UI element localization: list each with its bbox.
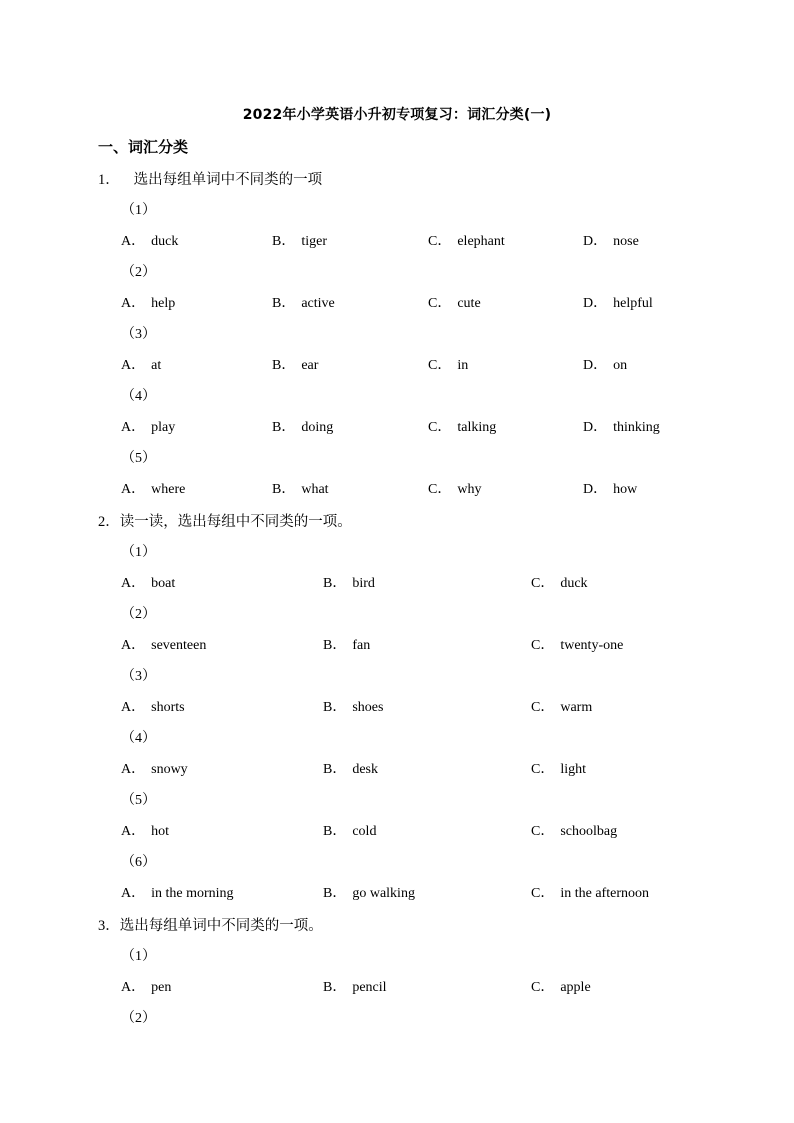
- option-text: tiger: [301, 234, 327, 249]
- option-letter: C．: [428, 234, 452, 249]
- question-text: 读一读，选出每组中不同类的一项。: [119, 514, 352, 530]
- answer-option: [428, 478, 481, 498]
- option-text: shoes: [352, 700, 384, 715]
- answer-option: [583, 354, 627, 374]
- option-letter: A．: [121, 700, 146, 715]
- answer-option: [121, 634, 206, 654]
- option-text: why: [457, 482, 482, 497]
- option-text: schoolbag: [560, 824, 618, 839]
- option-text: in: [457, 358, 469, 373]
- answer-option: [323, 572, 375, 592]
- question-text: 选出每组单词中不同类的一项。: [119, 918, 323, 934]
- option-text: in the afternoon: [560, 886, 649, 901]
- sub-question-label: （5）: [121, 793, 156, 808]
- answer-option: [323, 882, 415, 902]
- question-stem: [98, 168, 322, 189]
- option-text: apple: [560, 980, 591, 995]
- option-letter: B．: [323, 824, 347, 839]
- sub-question-label: （4）: [121, 731, 156, 746]
- option-text: play: [151, 420, 176, 435]
- option-text: talking: [457, 420, 497, 435]
- option-text: duck: [560, 576, 588, 591]
- document-title: 2022年小学英语小升初专项复习：词汇分类(一): [242, 107, 552, 123]
- option-letter: A．: [121, 296, 146, 311]
- answer-option: [583, 416, 660, 436]
- option-letter: B．: [323, 700, 347, 715]
- sub-question-label: （1）: [121, 949, 156, 964]
- answer-option: [428, 230, 505, 250]
- answer-option: [272, 478, 329, 498]
- option-text: cute: [457, 296, 481, 311]
- option-letter: C．: [531, 700, 555, 715]
- sub-question-label: （1）: [121, 545, 156, 560]
- option-letter: D．: [583, 358, 608, 373]
- option-letter: A．: [121, 234, 146, 249]
- option-letter: C．: [531, 576, 555, 591]
- answer-option: [272, 292, 335, 312]
- answer-option: [121, 478, 185, 498]
- option-letter: C．: [428, 358, 452, 373]
- answer-option: [323, 634, 370, 654]
- option-letter: B．: [323, 980, 347, 995]
- option-text: nose: [613, 234, 639, 249]
- sub-question-label: （3）: [121, 327, 156, 342]
- option-text: duck: [151, 234, 179, 249]
- sub-question-label: （3）: [121, 669, 156, 684]
- answer-option: [531, 696, 592, 716]
- answer-option: [583, 292, 653, 312]
- answer-option: [531, 572, 588, 592]
- option-text: helpful: [613, 296, 653, 311]
- option-text: help: [151, 296, 176, 311]
- answer-option: [323, 696, 383, 716]
- answer-option: [583, 478, 637, 498]
- option-letter: B．: [272, 358, 296, 373]
- answer-option: [531, 820, 617, 840]
- answer-option: [121, 696, 185, 716]
- option-letter: C．: [428, 420, 452, 435]
- question-number: 2．: [98, 514, 120, 530]
- answer-option: [531, 882, 649, 902]
- answer-option: [428, 416, 496, 436]
- answer-option: [428, 354, 468, 374]
- answer-option: [121, 882, 234, 902]
- sub-question-label: （2）: [121, 265, 156, 280]
- answer-option: [531, 976, 591, 996]
- option-text: elephant: [457, 234, 505, 249]
- option-text: thinking: [613, 420, 660, 435]
- option-text: how: [613, 482, 638, 497]
- option-text: shorts: [151, 700, 185, 715]
- answer-option: [121, 976, 171, 996]
- option-text: desk: [352, 762, 379, 777]
- option-letter: C．: [531, 824, 555, 839]
- option-text: bird: [352, 576, 375, 591]
- answer-option: [531, 758, 586, 778]
- option-letter: A．: [121, 638, 146, 653]
- question-stem: [98, 914, 323, 935]
- option-letter: C．: [531, 638, 555, 653]
- option-letter: D．: [583, 420, 608, 435]
- sub-question-label: （5）: [121, 451, 156, 466]
- option-letter: A．: [121, 824, 146, 839]
- option-text: fan: [352, 638, 371, 653]
- option-letter: A．: [121, 980, 146, 995]
- answer-option: [121, 292, 175, 312]
- option-letter: A．: [121, 358, 146, 373]
- answer-option: [121, 758, 188, 778]
- answer-option: [583, 230, 639, 250]
- option-text: seventeen: [151, 638, 207, 653]
- option-text: snowy: [151, 762, 188, 777]
- option-letter: A．: [121, 576, 146, 591]
- option-letter: D．: [583, 482, 608, 497]
- sub-question-label: （2）: [121, 607, 156, 622]
- answer-option: [121, 820, 169, 840]
- option-text: ear: [301, 358, 319, 373]
- option-text: active: [301, 296, 335, 311]
- sub-question-label: （2）: [121, 1011, 156, 1026]
- option-text: cold: [352, 824, 377, 839]
- option-text: at: [151, 358, 162, 373]
- option-letter: C．: [531, 762, 555, 777]
- sub-question-label: （4）: [121, 389, 156, 404]
- answer-option: [272, 416, 333, 436]
- question-stem: [98, 510, 352, 531]
- option-text: on: [613, 358, 628, 373]
- option-letter: B．: [323, 886, 347, 901]
- answer-option: [121, 354, 161, 374]
- option-letter: C．: [428, 296, 452, 311]
- option-text: go walking: [352, 886, 415, 901]
- option-letter: C．: [531, 980, 555, 995]
- option-letter: A．: [121, 886, 146, 901]
- option-text: hot: [151, 824, 170, 839]
- answer-option: [121, 230, 178, 250]
- question-number: 3．: [98, 918, 120, 934]
- option-letter: A．: [121, 762, 146, 777]
- option-letter: B．: [323, 638, 347, 653]
- section-heading: 一、词汇分类: [98, 138, 189, 156]
- option-letter: C．: [428, 482, 452, 497]
- answer-option: [272, 230, 327, 250]
- option-letter: B．: [272, 296, 296, 311]
- answer-option: [272, 354, 318, 374]
- option-text: pen: [151, 980, 172, 995]
- option-text: what: [301, 482, 329, 497]
- question-text: 选出每组单词中不同类的一项: [119, 172, 323, 188]
- answer-option: [323, 758, 378, 778]
- option-letter: C．: [531, 886, 555, 901]
- question-number: 1．: [98, 172, 120, 188]
- option-text: warm: [560, 700, 593, 715]
- option-letter: B．: [323, 576, 347, 591]
- option-letter: D．: [583, 234, 608, 249]
- option-text: pencil: [352, 980, 387, 995]
- option-text: doing: [301, 420, 334, 435]
- answer-option: [531, 634, 623, 654]
- option-letter: B．: [272, 234, 296, 249]
- option-text: light: [560, 762, 587, 777]
- option-letter: B．: [272, 482, 296, 497]
- answer-option: [428, 292, 481, 312]
- answer-option: [121, 572, 175, 592]
- option-text: in the morning: [151, 886, 234, 901]
- answer-option: [323, 976, 387, 996]
- option-text: twenty-one: [560, 638, 624, 653]
- option-letter: D．: [583, 296, 608, 311]
- sub-question-label: （1）: [121, 203, 156, 218]
- option-letter: B．: [323, 762, 347, 777]
- option-letter: A．: [121, 420, 146, 435]
- option-letter: A．: [121, 482, 146, 497]
- option-text: boat: [151, 576, 176, 591]
- sub-question-label: （6）: [121, 855, 156, 870]
- option-letter: B．: [272, 420, 296, 435]
- option-text: where: [151, 482, 186, 497]
- answer-option: [323, 820, 376, 840]
- answer-option: [121, 416, 175, 436]
